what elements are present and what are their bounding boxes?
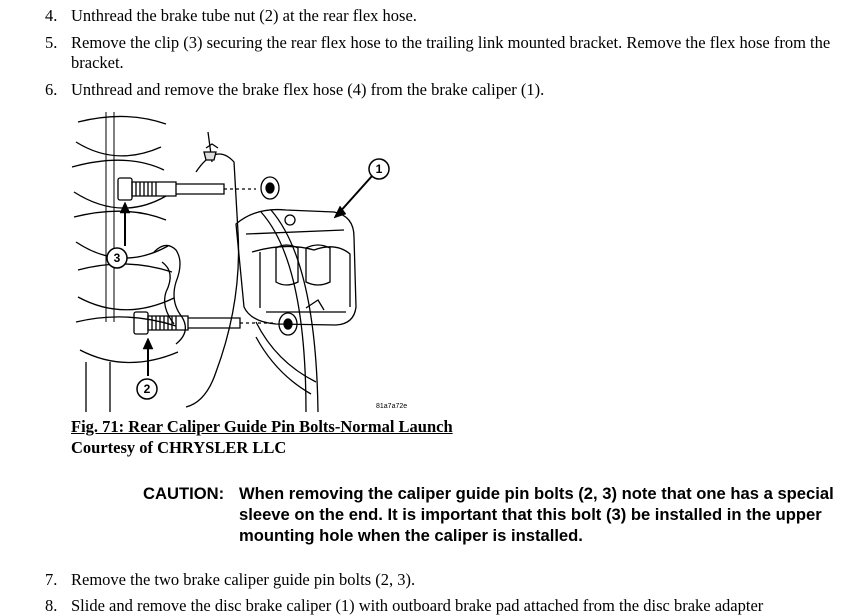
step-text: Remove the clip (3) securing the rear flex hose to the trailing link mounted bracket. Remove the flex hose from the bracket. bbox=[71, 33, 831, 72]
caliper-drawing bbox=[66, 112, 498, 412]
step-text: Unthread and remove the brake flex hose (4) from the brake caliper (1). bbox=[71, 80, 545, 99]
caution-text: When removing the caliper guide pin bolts (2, 3) note that one has a special sleeve on the end. It is important that this bolt (3) be installed in the upper mounting hole when the caliper is installed. bbox=[239, 484, 834, 545]
step-number: 8. bbox=[45, 596, 58, 615]
caution-label: CAUTION: bbox=[143, 484, 225, 503]
step-text: Slide and remove the disc brake caliper (1) with outboard brake pad attached from the disc brake adapter bbox=[71, 596, 764, 615]
callout-label-2: 2 bbox=[143, 382, 151, 396]
step-text: Unthread the brake tube nut (2) at the rear flex hose. bbox=[71, 6, 417, 25]
step-number: 6. bbox=[45, 80, 58, 99]
figure-courtesy: Courtesy of CHRYSLER LLC bbox=[71, 438, 287, 457]
image-code: 81a7a72e bbox=[376, 403, 408, 410]
figure-caption: Fig. 71: Rear Caliper Guide Pin Bolts-Normal Launch bbox=[71, 417, 453, 436]
caliper-illustration bbox=[66, 112, 498, 412]
step-text: Remove the two brake caliper guide pin bolts (2, 3). bbox=[71, 570, 416, 589]
step-number: 7. bbox=[45, 570, 58, 589]
callout-label-3: 3 bbox=[113, 251, 121, 265]
step-number: 4. bbox=[45, 6, 58, 25]
step-number: 5. bbox=[45, 33, 58, 52]
callout-label-1: 1 bbox=[375, 162, 383, 176]
